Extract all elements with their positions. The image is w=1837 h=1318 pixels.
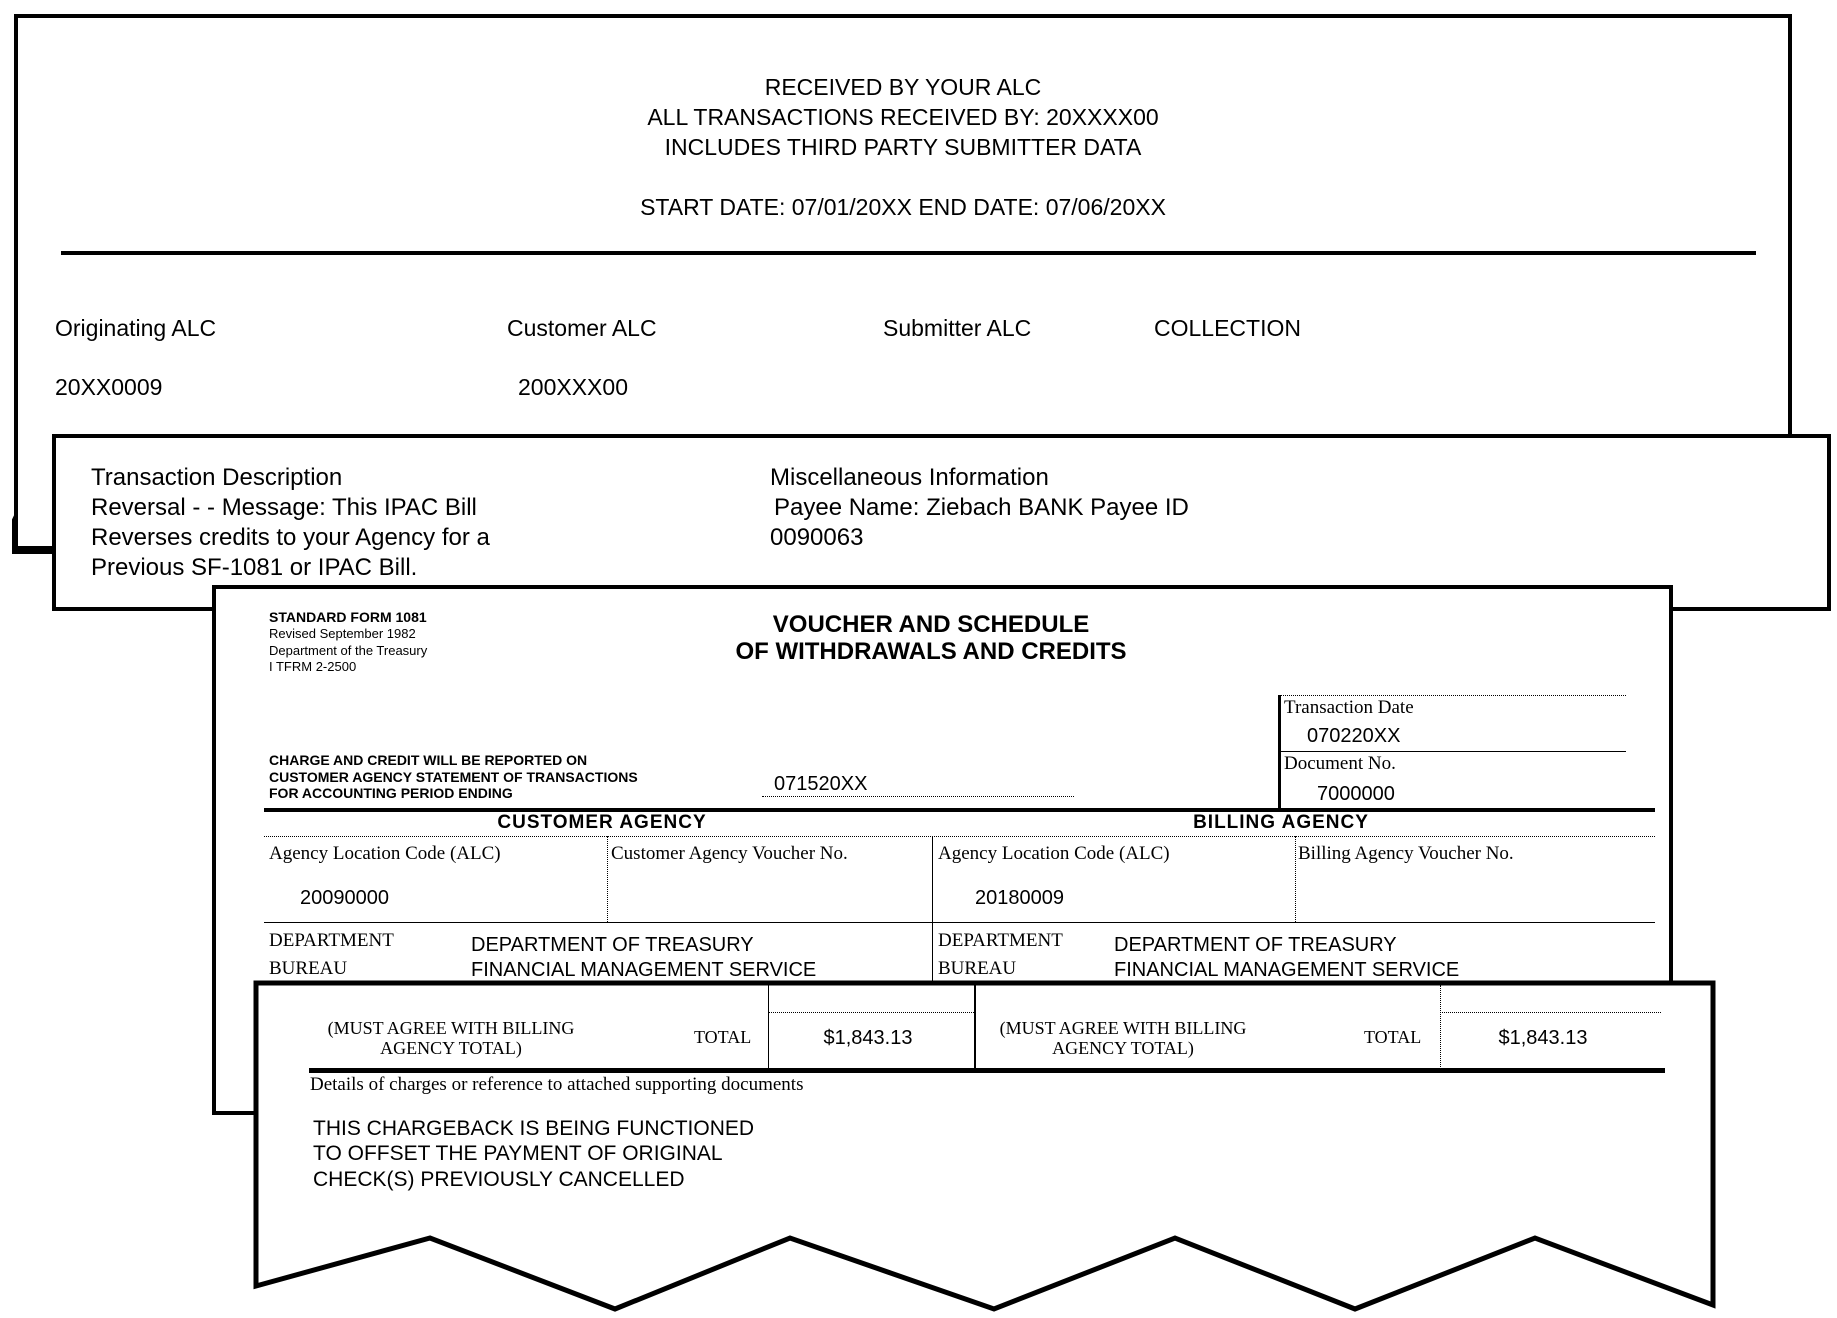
message-line-1: THIS CHARGEBACK IS BEING FUNCTIONED [313, 1117, 755, 1140]
charge-note-2: CUSTOMER AGENCY STATEMENT OF TRANSACTIONS [269, 769, 638, 785]
customer-total-value: $1,843.13 [823, 1027, 913, 1049]
period-ending-value: 071520XX [774, 773, 868, 795]
form-revised: Revised September 1982 [269, 626, 416, 641]
transaction-type: COLLECTION [1154, 315, 1301, 341]
total-rule [768, 1012, 974, 1013]
customer-voucher-label: Customer Agency Voucher No. [611, 843, 848, 864]
billing-must-agree-1: (MUST AGREE WITH BILLING [999, 1018, 1247, 1038]
customer-alc-label: Agency Location Code (ALC) [269, 843, 501, 864]
customer-alc-value: 20090000 [300, 887, 389, 909]
message-line-2: TO OFFSET THE PAYMENT OF ORIGINAL [313, 1142, 723, 1165]
originating-alc-value: 20XX0009 [55, 374, 163, 400]
document-no-label: Document No. [1284, 753, 1396, 774]
form-title-1: VOUCHER AND SCHEDULE [772, 611, 1090, 638]
billing-total-label: TOTAL [1364, 1027, 1422, 1047]
billing-alc-label: Agency Location Code (ALC) [938, 843, 1170, 864]
billing-department-value: DEPARTMENT OF TREASURY [1114, 934, 1397, 956]
total-rule [1440, 1012, 1661, 1013]
form-department: Department of the Treasury [269, 643, 428, 658]
form-tfrm: I TFRM 2-2500 [269, 659, 357, 674]
document-no-value: 7000000 [1317, 783, 1395, 805]
description-label: Transaction Description [91, 464, 343, 491]
description-line-1: Reversal - - Message: This IPAC Bill [91, 494, 477, 521]
divider [974, 985, 976, 1069]
description-line-2: Reverses credits to your Agency for a [91, 524, 490, 551]
charge-note-3: FOR ACCOUNTING PERIOD ENDING [269, 785, 513, 801]
billing-department-label: DEPARTMENT [938, 930, 1063, 951]
customer-must-agree-2: AGENCY TOTAL) [380, 1038, 522, 1058]
billing-alc-value: 20180009 [975, 887, 1064, 909]
billing-must-agree-2: AGENCY TOTAL) [1052, 1038, 1194, 1058]
description-line-3: Previous SF-1081 or IPAC Bill. [91, 554, 418, 581]
billing-voucher-label: Billing Agency Voucher No. [1298, 843, 1514, 864]
date-range: START DATE: 07/01/20XX END DATE: 07/06/20XX [640, 194, 1166, 220]
misc-line-1: Payee Name: Ziebach BANK Payee ID [774, 494, 1189, 521]
billing-bureau-value: FINANCIAL MANAGEMENT SERVICE [1114, 959, 1460, 981]
submitter-alc-label: Submitter ALC [883, 315, 1032, 341]
billing-total-value: $1,843.13 [1498, 1027, 1588, 1049]
customer-alc-value: 200XXX00 [518, 374, 628, 400]
originating-alc-label: Originating ALC [55, 315, 217, 341]
customer-agency-heading: CUSTOMER AGENCY [497, 812, 707, 833]
form-id: STANDARD FORM 1081 [269, 609, 427, 625]
misc-label: Miscellaneous Information [770, 464, 1049, 491]
header-line-1: RECEIVED BY YOUR ALC [764, 74, 1042, 100]
customer-department-label: DEPARTMENT [269, 930, 394, 951]
customer-bureau-value: FINANCIAL MANAGEMENT SERVICE [471, 959, 817, 981]
transaction-date-value: 070220XX [1307, 725, 1401, 747]
details-label: Details of charges or reference to attached supporting documents [310, 1074, 804, 1095]
billing-bureau-label: BUREAU [938, 958, 1017, 979]
message-line-3: CHECK(S) PREVIOUSLY CANCELLED [313, 1168, 685, 1191]
divider [768, 985, 769, 1069]
misc-line-2: 0090063 [770, 524, 864, 551]
totals-panel [254, 981, 1715, 1311]
charge-note-1: CHARGE AND CREDIT WILL BE REPORTED ON [269, 752, 588, 768]
customer-must-agree-1: (MUST AGREE WITH BILLING [327, 1018, 575, 1038]
billing-agency-heading: BILLING AGENCY [1193, 812, 1369, 833]
customer-bureau-label: BUREAU [269, 958, 348, 979]
divider [1440, 985, 1441, 1069]
customer-department-value: DEPARTMENT OF TREASURY [471, 934, 754, 956]
form-title-2: OF WITHDRAWALS AND CREDITS [735, 638, 1127, 665]
header-line-3: INCLUDES THIRD PARTY SUBMITTER DATA [664, 134, 1142, 160]
header-line-2: ALL TRANSACTIONS RECEIVED BY: 20XXXX00 [647, 104, 1159, 130]
customer-total-label: TOTAL [694, 1027, 752, 1047]
totals-rule [309, 1068, 1665, 1073]
transaction-date-label: Transaction Date [1284, 697, 1414, 718]
customer-alc-label: Customer ALC [507, 315, 657, 341]
